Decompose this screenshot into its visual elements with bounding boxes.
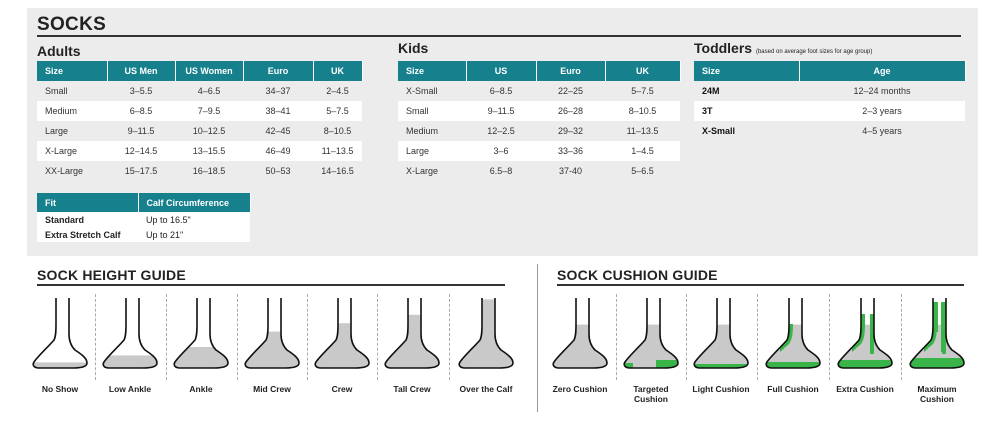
table-cell: 7–9.5 bbox=[175, 101, 243, 121]
sock-height-ankle-icon bbox=[166, 294, 236, 378]
table-cell: 8–10.5 bbox=[605, 101, 680, 121]
table-cell: 38–41 bbox=[243, 101, 313, 121]
title-divider bbox=[37, 35, 961, 37]
table-cell: 2–4.5 bbox=[313, 81, 362, 101]
sock-height-no-show-icon bbox=[25, 294, 95, 378]
cushion-guide-divider bbox=[557, 284, 964, 286]
column-header: Age bbox=[799, 61, 965, 81]
page-title: SOCKS bbox=[37, 14, 107, 35]
table-row bbox=[37, 227, 250, 242]
sock-cushion-light-cushion-icon bbox=[686, 294, 756, 378]
table-header-row bbox=[398, 61, 680, 81]
table-cell: 5–7.5 bbox=[313, 101, 362, 121]
table-cell: 24M bbox=[694, 81, 799, 101]
table-cell: 22–25 bbox=[536, 81, 605, 101]
table-cell: 6–8.5 bbox=[107, 101, 175, 121]
sock-height-mid-crew-icon bbox=[237, 294, 307, 378]
toddlers-heading-text: Toddlers bbox=[694, 40, 753, 56]
column-header: Euro bbox=[243, 61, 313, 81]
table-cell: Small bbox=[37, 81, 107, 101]
table-row bbox=[694, 101, 965, 121]
table-cell: 9–11.5 bbox=[107, 121, 175, 141]
table-cell: 46–49 bbox=[243, 141, 313, 161]
sock-cushion-targeted-icon bbox=[616, 294, 686, 378]
table-cell: 37-40 bbox=[536, 161, 605, 181]
sock-cushion-label: Zero Cushion bbox=[552, 384, 608, 394]
table-cell: 34–37 bbox=[243, 81, 313, 101]
table-cell: 12–14.5 bbox=[107, 141, 175, 161]
table-row bbox=[398, 101, 680, 121]
table-cell: 14–16.5 bbox=[313, 161, 362, 181]
table-cell: Medium bbox=[37, 101, 107, 121]
sock-cushion-label: Light Cushion bbox=[692, 384, 750, 394]
table-row bbox=[694, 121, 965, 141]
sock-cushion-full-cushion-icon bbox=[758, 294, 828, 378]
table-cell: Up to 16.5" bbox=[138, 212, 250, 227]
table-cell: 33–36 bbox=[536, 141, 605, 161]
table-cell: 9–11.5 bbox=[466, 101, 536, 121]
table-header-row bbox=[37, 193, 250, 212]
table-cell: 12–2.5 bbox=[466, 121, 536, 141]
table-row bbox=[398, 121, 680, 141]
sock-cushion-label: Extra Cushion bbox=[836, 384, 894, 394]
table-row bbox=[398, 161, 680, 181]
table-cell: 29–32 bbox=[536, 121, 605, 141]
sock-height-low-ankle-icon bbox=[95, 294, 165, 378]
table-cell: Small bbox=[398, 101, 466, 121]
table-cell: 8–10.5 bbox=[313, 121, 362, 141]
table-header-row bbox=[37, 61, 362, 81]
sock-height-crew-icon bbox=[307, 294, 377, 378]
table-cell: X-Large bbox=[398, 161, 466, 181]
table-cell: Large bbox=[37, 121, 107, 141]
column-header: Fit bbox=[37, 193, 138, 212]
sock-cushion-label: Targeted Cushion bbox=[633, 384, 669, 404]
adults-size-table bbox=[37, 61, 363, 181]
guide-divider-dashed bbox=[449, 294, 450, 380]
table-cell: 1–4.5 bbox=[605, 141, 680, 161]
table-cell: 42–45 bbox=[243, 121, 313, 141]
table-cell: Standard bbox=[37, 212, 138, 227]
table-cell: 16–18.5 bbox=[175, 161, 243, 181]
table-cell: 5–7.5 bbox=[605, 81, 680, 101]
sock-height-label: Mid Crew bbox=[253, 384, 291, 394]
table-cell: 3–6 bbox=[466, 141, 536, 161]
column-header: UK bbox=[313, 61, 362, 81]
column-header: Size bbox=[398, 61, 466, 81]
table-cell: 11–13.5 bbox=[313, 141, 362, 161]
sock-cushion-label: Full Cushion bbox=[767, 384, 819, 394]
toddlers-heading bbox=[694, 40, 872, 56]
table-cell: Large bbox=[398, 141, 466, 161]
height-guide-title: SOCK HEIGHT GUIDE bbox=[37, 267, 186, 283]
table-cell: 50–53 bbox=[243, 161, 313, 181]
adults-heading: Adults bbox=[37, 43, 81, 59]
toddlers-note: (based on average foot sizes for age group) bbox=[755, 49, 873, 55]
table-cell: 3T bbox=[694, 101, 799, 121]
sock-cushion-zero-cushion-icon bbox=[545, 294, 615, 378]
table-row bbox=[398, 141, 680, 161]
sock-height-over-the-calf-icon bbox=[451, 294, 521, 378]
fit-table bbox=[37, 193, 251, 242]
table-cell: Medium bbox=[398, 121, 466, 141]
table-cell: 13–15.5 bbox=[175, 141, 243, 161]
table-row bbox=[37, 121, 362, 141]
sock-height-label: No Show bbox=[41, 384, 79, 394]
column-header: US Women bbox=[175, 61, 243, 81]
sock-height-label: Tall Crew bbox=[393, 384, 431, 394]
table-row bbox=[694, 81, 965, 101]
column-header: Size bbox=[694, 61, 799, 81]
table-cell: 6.5–8 bbox=[466, 161, 536, 181]
table-cell: Extra Stretch Calf bbox=[37, 227, 138, 242]
table-row bbox=[37, 81, 362, 101]
guide-separator bbox=[537, 264, 538, 412]
sock-cushion-label: Maximum Cushion bbox=[917, 384, 957, 404]
table-cell: 5–6.5 bbox=[605, 161, 680, 181]
sock-height-label: Crew bbox=[331, 384, 353, 394]
table-cell: 11–13.5 bbox=[605, 121, 680, 141]
kids-heading: Kids bbox=[398, 40, 429, 56]
column-header: Calf Circumference bbox=[138, 193, 250, 212]
table-cell: Up to 21" bbox=[138, 227, 250, 242]
kids-size-table bbox=[398, 61, 681, 181]
height-guide-divider bbox=[37, 284, 505, 286]
table-cell: 15–17.5 bbox=[107, 161, 175, 181]
sock-height-label: Low Ankle bbox=[108, 384, 152, 394]
table-row bbox=[37, 161, 362, 181]
cushion-guide-title: SOCK CUSHION GUIDE bbox=[557, 267, 718, 283]
table-row bbox=[37, 212, 250, 227]
sock-height-label: Ankle bbox=[189, 384, 213, 394]
table-cell: 12–24 months bbox=[799, 81, 965, 101]
table-cell: 2–3 years bbox=[799, 101, 965, 121]
table-cell: 10–12.5 bbox=[175, 121, 243, 141]
column-header: US bbox=[466, 61, 536, 81]
table-cell: 4–5 years bbox=[799, 121, 965, 141]
table-cell: 6–8.5 bbox=[466, 81, 536, 101]
table-cell: 3–5.5 bbox=[107, 81, 175, 101]
table-cell: X-Small bbox=[398, 81, 466, 101]
table-cell: 4–6.5 bbox=[175, 81, 243, 101]
table-row bbox=[398, 81, 680, 101]
table-row bbox=[37, 101, 362, 121]
table-cell: X-Small bbox=[694, 121, 799, 141]
sock-cushion-extra-cushion-icon bbox=[830, 294, 900, 378]
toddlers-size-table bbox=[694, 61, 966, 141]
sock-cushion-maximum-icon bbox=[902, 294, 972, 378]
column-header: Euro bbox=[536, 61, 605, 81]
table-cell: 26–28 bbox=[536, 101, 605, 121]
table-header-row bbox=[694, 61, 965, 81]
column-header: UK bbox=[605, 61, 680, 81]
table-row bbox=[37, 141, 362, 161]
sock-height-tall-crew-icon bbox=[377, 294, 447, 378]
column-header: US Men bbox=[107, 61, 175, 81]
column-header: Size bbox=[37, 61, 107, 81]
table-cell: X-Large bbox=[37, 141, 107, 161]
sock-height-label: Over the Calf bbox=[459, 384, 513, 394]
table-cell: XX-Large bbox=[37, 161, 107, 181]
